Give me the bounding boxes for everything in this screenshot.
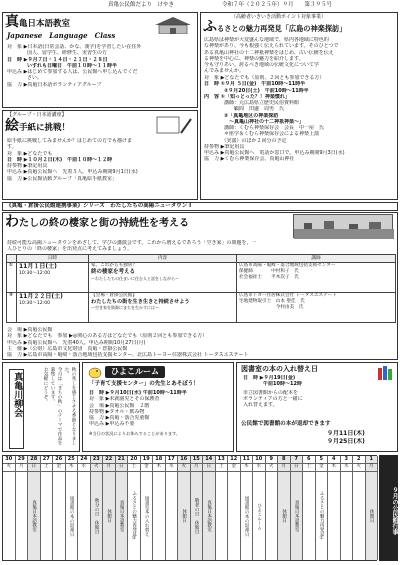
- body-line: 今月は「まちの秋」のテーマで作品を募集しています。: [50, 367, 62, 446]
- row-lecturer: 広島市トヨー住居株式会社 トータスエステート 宅地建物取引士 山本 聖佳 氏 今村由美 氏: [237, 292, 396, 322]
- title-initial: ふ: [203, 19, 217, 35]
- calendar-event: 休館日: [281, 509, 287, 523]
- japanese-class-details: [7, 44, 195, 88]
- detail-line: 申込み ▶申込み不要: [89, 421, 135, 428]
- etegami-details: [7, 138, 195, 182]
- detail-line: 講師：元広島県立歴史民俗資料館: [204, 100, 300, 106]
- calendar-day: [178, 456, 191, 560]
- calendar-date: 18: [153, 456, 165, 464]
- calendar-date: 1: [366, 456, 378, 464]
- detail-line: 国人、留学生、研修生、実習生の方: [7, 50, 108, 57]
- row-content: [89, 292, 237, 322]
- title-text: 亀日本語教室: [19, 19, 71, 29]
- calendar-weekday: 日: [28, 464, 40, 472]
- detail-line: 持参物 ▶筆記用具: [204, 143, 245, 150]
- intro-line: 広島県は神楽が大変盛んな地域で、県内各地域に特色的: [204, 37, 329, 43]
- calendar-date: 15: [191, 456, 203, 464]
- calendar-day: [328, 456, 341, 560]
- footer-line: 主 催 ▶（公財）広島市文化財団 真亀・倉掛公民館: [7, 345, 128, 352]
- calendar-weekday: 火: [3, 464, 15, 472]
- calendar-day: [278, 456, 291, 560]
- calendar-weekday: 日: [116, 464, 128, 472]
- title-initial: わ: [5, 214, 19, 230]
- calendar-day: [141, 456, 154, 560]
- detail-line: 対 象 ▶どなたでも（原則、２回とも参加できる方）: [204, 75, 325, 81]
- calendar-date: 6: [303, 456, 315, 464]
- calendar-weekday: 火: [353, 464, 365, 472]
- date-text: 11月１日(土): [19, 263, 57, 271]
- hiyoko-note: ※当日の状況によりお休みすることがあります。: [89, 430, 181, 436]
- detail-line: （実演）のほか２回分の予定: [204, 137, 287, 144]
- detail-line: 内 容 ①「知っとった？！神楽慣れ」: [204, 93, 290, 100]
- calendar-event: 真亀日本語教室: [31, 500, 37, 532]
- detail-line: 協 力 ▶くむら神楽保存会、真亀山神社: [204, 156, 295, 163]
- calendar-day: [241, 456, 254, 560]
- calendar-weekday: 火: [178, 464, 190, 472]
- table-header-num: [7, 255, 17, 263]
- calendar-weekday: 水: [78, 464, 90, 472]
- calendar-date: 14: [203, 456, 215, 464]
- detail-line: 絵手紙に挑戦してみませんか？はじめての方でも描けま: [7, 138, 133, 144]
- note-line: ボランティアの方と一緒に: [243, 395, 303, 402]
- calendar-event: 休館日: [369, 509, 375, 523]
- content-main: 終の棲家を考える: [91, 268, 136, 275]
- calendar-weekday: 金: [53, 464, 65, 472]
- detail-line: 対 象 ▶日本語(日常会話、かな、漢字)を学習したい在住外: [7, 44, 142, 50]
- calendar-event: ふるさとの魅力再発見①: [319, 491, 325, 541]
- calendar-event: 図書館の本の返却日: [244, 495, 250, 537]
- calendar-day: [3, 456, 16, 560]
- furusato-small-label: （高齢者いきいき活動ポイント対象事業）: [231, 14, 327, 20]
- calendar-day: [166, 456, 179, 560]
- calendar-weekday: 日: [203, 464, 215, 472]
- footer-line: 会 場 ▶真亀公民館: [7, 327, 53, 333]
- detail-line: 申込み ▶真亀公民館へ 電話か窓口で。申込み期間9月3日(水): [204, 150, 345, 156]
- calendar-day: [253, 456, 266, 560]
- time-text: 10:30～12:00: [19, 300, 51, 306]
- calendar-event: ふるさとの魅力再発見②: [131, 491, 137, 541]
- series-section: [2, 212, 398, 360]
- calendar-weekday: 水: [341, 464, 353, 472]
- calendar-weekday: 月: [191, 464, 203, 472]
- calendar-date: 7: [291, 456, 303, 464]
- row-lecturer: 広島市高陽・亀崎・落合地域包括支援センター 保健師 中村和子 氏 社会福祉士 平木次子 氏: [237, 262, 396, 292]
- detail-line: 持参物 ▶タオル・飲み物: [89, 408, 145, 415]
- title-initial: 絵: [5, 118, 19, 134]
- calendar-date: 26: [53, 456, 65, 464]
- etegami-title: [5, 119, 70, 134]
- calendar-weekday: 木: [328, 464, 340, 472]
- calendar-day: [366, 456, 379, 560]
- detail-line: ②９月20日(土) 午前10時～11時半: [204, 87, 309, 94]
- table-header-lecturer: 講師: [237, 255, 396, 263]
- series-intro: [7, 240, 397, 253]
- detail-line: 顧問 田邊 周男 氏: [204, 106, 285, 113]
- newsletter-header: [0, 0, 400, 10]
- table-row: [7, 292, 396, 322]
- event-calendar: [2, 455, 377, 561]
- calendar-day: [103, 456, 116, 560]
- calendar-event: 真亀日本語教室: [206, 500, 212, 532]
- detail-line: 日 時 ▶９月７日・１４日・２１日・２８日: [7, 56, 108, 63]
- issue-info: 令和７年（２０２５年）９月 第３９５号: [222, 2, 333, 8]
- detail-line: 申込み ▶真亀公民館へ 先着５人。申込み期間9月1日(水): [7, 169, 138, 176]
- calendar-date: 2: [353, 456, 365, 464]
- calendar-weekday: 金: [228, 464, 240, 472]
- furusato-details: [204, 75, 396, 163]
- calendar-date: 24: [78, 456, 90, 464]
- calendar-day: [66, 456, 79, 560]
- calendar-date: 21: [116, 456, 128, 464]
- footer-line: 申込み ▶真亀公民館へ 先着40人。申込み期間10月27日(月): [7, 339, 146, 346]
- etegami-section: [2, 110, 198, 200]
- calendar-date: 4: [328, 456, 340, 464]
- detail-line: 午前10時～12時: [243, 381, 302, 388]
- row-number: ②: [7, 292, 17, 322]
- calendar-weekday: 水: [166, 464, 178, 472]
- calendar-weekday: 土: [128, 464, 140, 472]
- calendar-day: [28, 456, 41, 560]
- table-header-row: [7, 255, 396, 263]
- calendar-day: [41, 456, 54, 560]
- hiyoko-title: ひよこルーム: [105, 366, 165, 378]
- pen-icon: [153, 115, 193, 135]
- calendar-day: [128, 456, 141, 560]
- japanese-class-subtitle: Japanese Language Class: [7, 31, 116, 40]
- row-content: [89, 262, 237, 292]
- calendar-weekday: 火: [266, 464, 278, 472]
- detail-line: 対 象 ▶未就園児とその保護者: [89, 396, 160, 403]
- calendar-day: [78, 456, 91, 560]
- newsletter-name: 真亀公民館だより けやき: [108, 2, 175, 8]
- calendar-date: 20: [128, 456, 140, 464]
- calendar-weekday: 水: [253, 464, 265, 472]
- calendar-weekday: 土: [216, 464, 228, 472]
- intro-line: 持続可能な高陽ニュータウンをめざして、学びの講演会です。これから増えるであろう「空き家」の問題を、一: [7, 240, 257, 246]
- furusato-title: [203, 20, 346, 34]
- intro-line: んでみませんか。: [204, 68, 245, 75]
- calendar-date: 8: [278, 456, 290, 464]
- calendar-date: 17: [166, 456, 178, 464]
- calendar-weekday: 月: [16, 464, 28, 472]
- calendar-day: [16, 456, 29, 560]
- calendar-weekday: 木: [66, 464, 78, 472]
- calendar-weekday: 日: [291, 464, 303, 472]
- detail-line: 対 象 ▶どなたでも: [7, 150, 53, 157]
- calendar-day: [191, 456, 204, 560]
- detail-line: 日 時 ▶９月19日(金): [243, 375, 296, 381]
- calendar-label: ９月の公民館行事: [379, 455, 398, 561]
- detail-line: 協 力 ▶真亀・落合児童館: [89, 415, 150, 421]
- content-small: 家、これからも独居？: [91, 263, 137, 269]
- library-return-dates: [327, 430, 365, 445]
- content-note: ～わたしたちの住まいに住む人と話をしながら～: [91, 275, 179, 281]
- intro-line: な神楽があり、今も根強く伝えられています。そのひとつで: [204, 43, 339, 50]
- footer-line: 協 力 ▶広島市高陽・亀崎・落合地域包括支援センター、北広島トーヨー住器株式会社 トータスエステート: [7, 352, 249, 358]
- row-date: [17, 262, 89, 292]
- footer-line: 対 象 ▶どなたでも 参加 ▶◎関心のある方はどなたでも（原則２回とも参加できる方）: [7, 333, 208, 340]
- furusato-section: [200, 12, 398, 200]
- calendar-date: 23: [91, 456, 103, 464]
- furusato-intro: [204, 37, 396, 75]
- calendar-date: 29: [16, 456, 28, 464]
- detail-line: ＊座学＆くむら神楽保存会による神楽上演: [204, 131, 320, 138]
- title-text: 手紙に挑戦！: [19, 123, 71, 133]
- detail-line: 持参物 ▶筆記用具: [7, 163, 48, 169]
- calendar-date: 10: [253, 456, 265, 464]
- detail-line: 日 時 ▶１０月２日(木) 午前１０時～１２時: [7, 156, 113, 163]
- table-row: [7, 262, 396, 292]
- japanese-class-title: [5, 15, 70, 30]
- detail-line: 日 時 ▶９月10日(水) 午前10時～11時半: [89, 390, 187, 396]
- detail-line: ～真亀山神社の十二神祇神楽～」: [204, 118, 305, 125]
- calendar-day: [203, 456, 216, 560]
- calendar-date: 5: [316, 456, 328, 464]
- lecture-table: [6, 254, 396, 323]
- calendar-weekday: 土: [303, 464, 315, 472]
- calendar-date: 30: [3, 456, 15, 464]
- calendar-weekday: 金: [141, 464, 153, 472]
- series-title: [5, 215, 189, 231]
- calendar-weekday: 金: [316, 464, 328, 472]
- detail-line: 会 場 ▶真亀公民館 ２階: [89, 402, 150, 409]
- calendar-weekday: 月: [103, 464, 115, 472]
- detail-line: 日 時 ①９月 ５日(金) 午前10時～11時半: [204, 81, 306, 88]
- calendar-day: [316, 456, 329, 560]
- calendar-day: [91, 456, 104, 560]
- calendar-weekday: 月: [366, 464, 378, 472]
- return-date: ９月11日(木): [327, 430, 365, 437]
- intro-line: 人ひとりの「終の棲家」を出発点に考えてみましょう。: [7, 246, 133, 253]
- chick-icon: [87, 365, 103, 379]
- senryu-body: [29, 367, 77, 449]
- content-note: ～空き家を資源にまちを生かすには～: [91, 305, 159, 311]
- calendar-date: 3: [341, 456, 353, 464]
- content-small: 【会場・倉掛公民館】: [91, 293, 137, 299]
- calendar-day: [353, 456, 366, 560]
- intro-line: ある真亀山神社の十二神祇神楽をはじめ、古い伝統を伝え: [204, 49, 334, 56]
- title-text: るさとの魅力再発見「広島の神楽探訪」: [217, 24, 347, 33]
- detail-line: ②「真亀地区の神楽探訪: [204, 112, 279, 119]
- calendar-event: 図書館の本の返却日: [69, 495, 75, 537]
- library-details: [243, 375, 393, 408]
- calendar-date: 11: [241, 456, 253, 464]
- calendar-day: [53, 456, 66, 560]
- calendar-event: 真亀日本語教室: [119, 500, 125, 532]
- calendar-date: 16: [178, 456, 190, 464]
- calendar-day: [216, 456, 229, 560]
- title-text: たしの終の棲家と街の持続性を考える: [19, 218, 189, 229]
- calendar-event: 真亀日本語教室: [294, 500, 300, 532]
- senryu-section: [2, 362, 80, 452]
- body-line: 秋の兆しを感じさせる季節となりました。: [64, 367, 76, 446]
- town-photo: [293, 214, 393, 238]
- calendar-event: 秋分の日 休館日: [94, 498, 100, 534]
- detail-line: す。: [7, 144, 17, 151]
- library-return-title: 公民館で図書館の本が返却できます: [241, 421, 331, 427]
- content-main: わたしたちの街を生き生きと持続させよう: [91, 298, 190, 305]
- calendar-weekday: 月: [278, 464, 290, 472]
- library-section: [236, 362, 398, 452]
- table-header-content: 内容: [89, 255, 237, 263]
- calendar-event: ひよこルーム: [256, 502, 262, 530]
- hiyoko-details: [89, 390, 231, 436]
- senryu-title: 真亀川柳会: [9, 369, 24, 449]
- detail-line: 協 力 ▶真亀日本語ボランティアグループ: [7, 81, 102, 88]
- calendar-day: [228, 456, 241, 560]
- series-footer: [7, 327, 397, 358]
- note-line: 入れ替えます。: [243, 402, 278, 408]
- calendar-day: [341, 456, 354, 560]
- note-line: 市立図書館からの配本を: [243, 389, 299, 396]
- calendar-date: 9: [266, 456, 278, 464]
- detail-line: 講師：くむら神楽保存会 会長 中一屋 氏: [204, 125, 325, 131]
- calendar-event: 敬老の日 休館日: [194, 498, 200, 534]
- detail-line: 協 力 ▶公民館活動グループ「真亀絵手紙教室」: [7, 175, 118, 182]
- calendar-weekday: 火: [91, 464, 103, 472]
- calendar-day: [116, 456, 129, 560]
- time-text: 10:30～12:00: [19, 270, 51, 276]
- detail-line: いずれも日曜日 午前１０時～１１時半: [7, 62, 118, 69]
- row-number: ①: [7, 262, 17, 292]
- calendar-weekday: 木: [153, 464, 165, 472]
- japanese-class-section: [2, 12, 198, 108]
- calendar-date: 12: [228, 456, 240, 464]
- calendar-day: [266, 456, 279, 560]
- series-banner: 《真亀・倉掛公民館連携事業》シリーズ わたしたちの高陽ニュータウン Ⅰ: [2, 202, 398, 211]
- etegami-small-label: 【グループ・日本語講座】: [7, 112, 67, 118]
- calendar-date: 28: [28, 456, 40, 464]
- calendar-day: [153, 456, 166, 560]
- calendar-date: 13: [216, 456, 228, 464]
- calendar-event: 休館日: [106, 509, 112, 523]
- table-header-date: 日時: [17, 255, 89, 263]
- hiyoko-subtitle: 「子育て支援センター」の先生とあそぼう！: [89, 381, 199, 387]
- calendar-date: 27: [41, 456, 53, 464]
- intro-line: る神楽を中心に、神楽の魅力を紹介します。: [204, 55, 304, 62]
- row-date: [17, 292, 89, 322]
- detail-line: さい。: [7, 75, 43, 82]
- calendar-weekday: 土: [41, 464, 53, 472]
- library-title: 図書室の本の入れ替え日: [241, 365, 318, 373]
- calendar-event: 休館日: [181, 509, 187, 523]
- detail-line: 申込み ▶はじめて参加する人は、公民館へ申し込んでくだ: [7, 69, 138, 75]
- calendar-event: 図書室本の入れ替え: [144, 495, 150, 537]
- date-text: 11月２２日(土): [19, 293, 63, 301]
- calendar-day: [291, 456, 304, 560]
- calendar-date: 25: [66, 456, 78, 464]
- body-line: お気軽にどうぞ。: [43, 367, 48, 404]
- calendar-date: 19: [141, 456, 153, 464]
- title-initial: 真: [5, 14, 19, 30]
- return-date: ９月25日(木): [327, 437, 365, 445]
- calendar-weekday: 木: [241, 464, 253, 472]
- calendar-day: [303, 456, 316, 560]
- school-house-icon: [153, 16, 193, 34]
- hiyoko-section: [82, 362, 234, 452]
- calendar-date: 22: [103, 456, 115, 464]
- intro-line: 今も守りあい。誇るべき地域の伝統文化について学: [204, 62, 319, 68]
